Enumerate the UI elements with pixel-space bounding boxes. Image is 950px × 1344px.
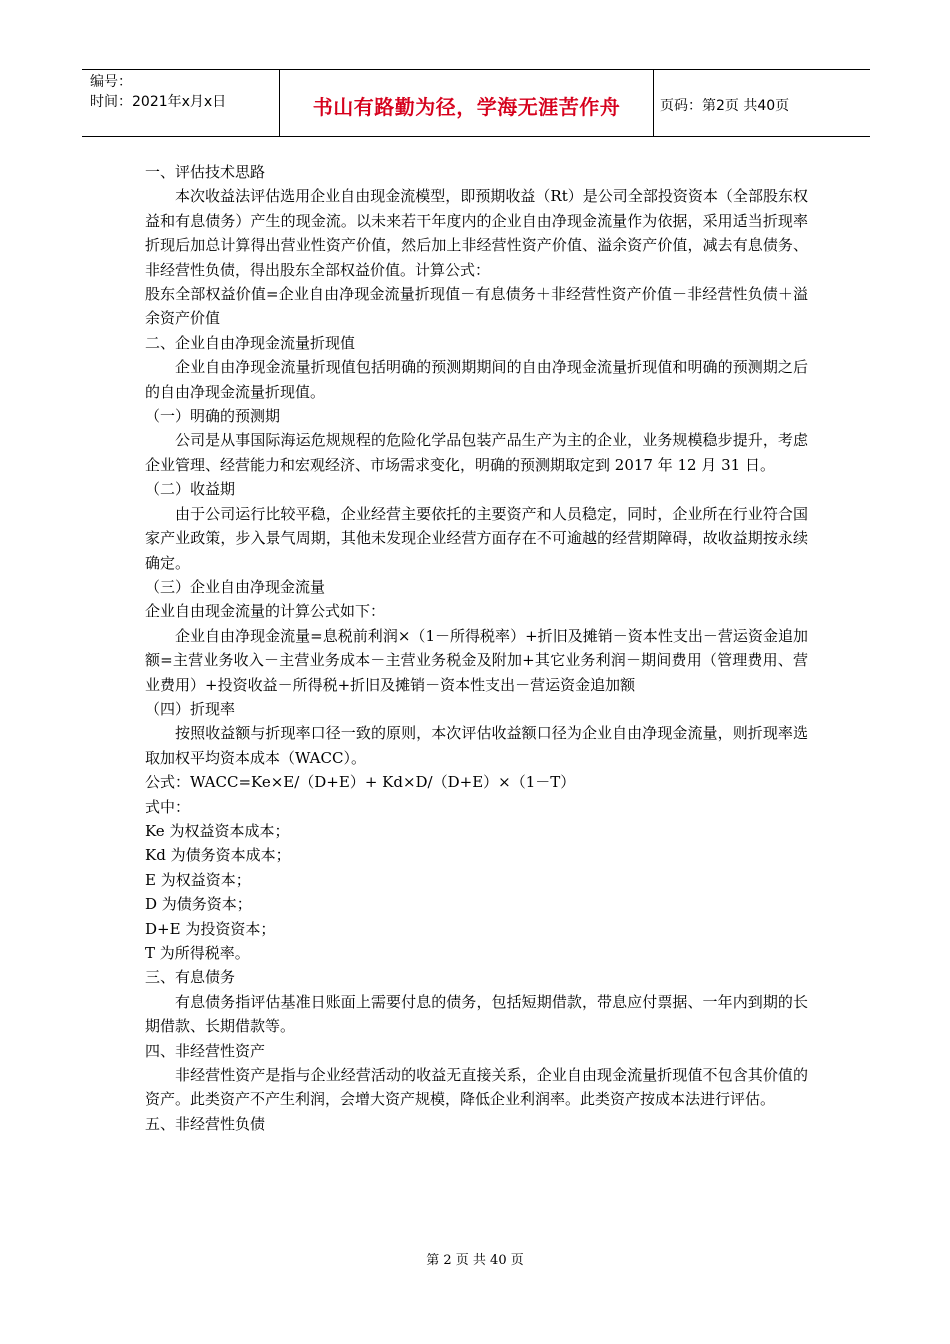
page-footer: 第 2 页 共 40 页 [426, 1253, 524, 1268]
paragraph: 有息债务指评估基准日账面上需要付息的债务，包括短期借款，带息应付票据、一年内到期的长期借款、长期借款等。 [145, 992, 808, 1036]
paragraph: 企业自由净现金流量折现值包括明确的预测期期间的自由净现金流量折现值和明确的预测期之后的自由净现金流量折现值。 [145, 358, 808, 401]
paragraph: （二）收益期 [145, 480, 236, 499]
header-motto: 书山有路勤为径，学海无涯苦作舟 [280, 70, 654, 136]
number-label: 编号： [90, 74, 132, 90]
date-label: 时间：2021年x月x日 [90, 94, 227, 110]
page-header [82, 69, 870, 137]
paragraph: 二、企业自由净现金流量折现值 [145, 333, 356, 352]
paragraph: Kd 为债务资本成本； [145, 846, 291, 865]
paragraph: E 为权益资本； [145, 870, 251, 889]
paragraph: 公式：WACC=Ke×E/（D+E）+ Kd×D/（D+E）×（1－T） [145, 773, 576, 792]
paragraph: 股东全部权益价值=企业自由净现金流量折现值－有息债务＋非经营性资产价值－非经营性负债＋溢余资产价值 [145, 285, 808, 328]
paragraph: Ke 为权益资本成本； [145, 821, 290, 840]
paragraph: 企业自由净现金流量=息税前利润×（1－所得税率）+折旧及摊销－资本性支出－营运资金追加额=主营业务收入－主营业务成本－主营业务税金及附加+其它业务利润－期间费用（管理费用、营业费用）+投资收益－所得税+折旧及摊销－资本性支出－营运资金追加额 [145, 626, 808, 694]
paragraph: 式中： [145, 797, 191, 816]
paragraph: （三）企业自由净现金流量 [145, 577, 326, 596]
paragraph: （四）折现率 [145, 699, 236, 718]
header-page-info: 页码：第2页 共40页 [660, 98, 790, 114]
paragraph: 公司是从事国际海运危规规程的危险化学品包装产品生产为主的企业，业务规模稳步提升，考虑企业管理、经营能力和宏观经济、市场需求变化，明确的预测期取定到 2017 年 12 月 31 日。 [145, 431, 808, 474]
paragraph: 五、非经营性负债 [145, 1114, 266, 1133]
document-body [145, 160, 808, 1136]
paragraph: T 为所得税率。 [145, 944, 250, 962]
header-meta [82, 70, 280, 136]
paragraph: 由于公司运行比较平稳，企业经营主要依托的主要资产和人员稳定，同时，企业所在行业符合国家产业政策，步入景气周期，其他未发现企业经营方面存在不可逾越的经营期障碍，故收益期按永续确定。 [145, 504, 808, 572]
paragraph: D 为债务资本； [145, 895, 252, 914]
paragraph: 企业自由现金流量的计算公式如下： [145, 602, 386, 621]
paragraph: 非经营性资产是指与企业经营活动的收益无直接关系，企业自由现金流量折现值不包含其价值的资产。此类资产不产生利润，会增大资产规模，降低企业利润率。此类资产按成本法进行评估。 [145, 1066, 808, 1109]
paragraph: 本次收益法评估选用企业自由现金流模型，即预期收益（Rt）是公司全部投资资本（全部股东权益和有息债务）产生的现金流。以未来若干年度内的企业自由净现金流量作为依据，采用适当折现率折现后加总计算得出营业性资产价值，然后加上非经营性资产价值、溢余资产价值，减去有息债务、非经营性负债，得出股东全部权益价值。计算公式： [145, 187, 808, 279]
paragraph: 按照收益额与折现率口径一致的原则，本次评估收益额口径为企业自由净现金流量，则折现率选取加权平均资本成本（WACC）。 [145, 724, 808, 767]
paragraph: 一、评估技术思路 [145, 163, 266, 181]
paragraph: 四、非经营性资产 [145, 1041, 266, 1060]
paragraph: D+E 为投资资本； [145, 919, 276, 938]
paragraph: （一）明确的预测期 [145, 407, 281, 426]
paragraph: 三、有息债务 [145, 968, 236, 987]
